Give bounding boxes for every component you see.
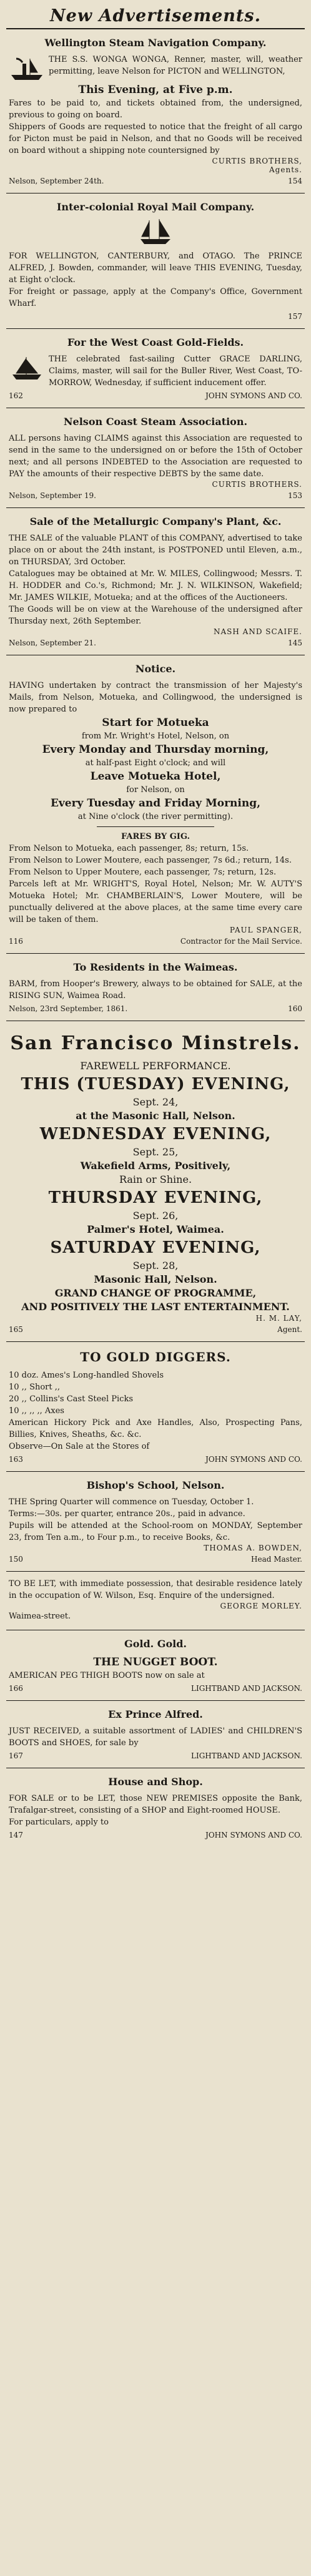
fare-row: From Nelson to Motueka, each passenger, 8s; return, 15s.	[9, 844, 249, 853]
ad-footer	[9, 1455, 302, 1464]
ad-text: THE SALE of the valuable PLANT of this COMPANY, advertised to take place on or about the 24th instant, is POSTPONED until Eleven, a.m., on THURSDAY, 3rd October.	[9, 534, 302, 567]
ad-text: THE Spring Quarter will commence on Tuesday, October 1.	[9, 1497, 254, 1507]
evening-title: WEDNESDAY EVENING,	[39, 1125, 272, 1144]
ad-signature: PAUL SPANGER,	[229, 926, 302, 934]
ad-date: Nelson, 23rd September, 1861.	[9, 1004, 128, 1013]
ad-title: Bishop's School, Nelson.	[86, 1479, 225, 1491]
ad-text: FOR WELLINGTON, CANTERBURY, and OTAGO. The PRINCE ALFRED, J. Bowden, commander, will leave THIS EVENING, Tuesday, at Eight o'clock.	[9, 252, 302, 285]
ad-text: 10 ,, ,, ,, Axes	[9, 1406, 64, 1416]
ad-title: Wellington Steam Navigation Company.	[44, 37, 267, 49]
ad-ex-prince-alfred	[6, 1701, 305, 1768]
evening-date: Sept. 25,	[132, 1146, 179, 1158]
ad-signature: CURTIS BROTHERS.	[212, 480, 302, 489]
ad-title: Sale of the Metallurgic Company's Plant, &c.	[29, 516, 282, 527]
ad-text: at half-past Eight o'clock; and will	[85, 758, 226, 768]
ad-text: HAVING undertaken by contract the transmission of her Majesty's Mails, from Nelson, Motueka, and Collingwood, the undersigned is now prepared to	[9, 681, 302, 714]
evening-venue: at the Masonic Hall, Nelson.	[76, 1110, 235, 1122]
ad-text: American Hickory Pick and Axe Handles, Also, Prospecting Pans, Billies, Knives, Sheaths, &c. &c.	[9, 1418, 302, 1439]
ad-text: JUST RECEIVED, a suitable assortment of LADIES' and CHILDREN'S BOOTS and SHOES, for sale by	[9, 1726, 302, 1748]
ad-number: 162	[9, 391, 23, 400]
ad-number: 147	[9, 1831, 23, 1839]
ad-footer	[9, 391, 302, 400]
evening-venue: Masonic Hall, Nelson.	[94, 1273, 217, 1285]
ad-date: Nelson, September 24th.	[9, 177, 104, 185]
ad-house-and-shop	[6, 1768, 305, 1847]
ad-place: Waimea-street.	[9, 1612, 71, 1621]
ad-title: House and Shop.	[108, 1776, 203, 1788]
ad-agent: JOHN SYMONS AND CO.	[205, 1831, 302, 1839]
ad-text: Terms:—30s. per quarter, entrance 20s., paid in advance.	[9, 1509, 245, 1519]
ad-text: For freight or passage, apply at the Company's Office, Government Wharf.	[9, 287, 302, 308]
ad-agent: LIGHTBAND AND JACKSON.	[190, 1751, 302, 1760]
ad-footer	[9, 1555, 302, 1564]
evening-date: Sept. 28,	[132, 1260, 179, 1271]
ad-title: Inter-colonial Royal Mail Company.	[56, 201, 255, 213]
ad-role: Contractor for the Mail Service.	[180, 937, 302, 946]
ad-text: FOR SALE or to be LET, those NEW PREMISES opposite the Bank, Trafalgar-street, consisting of a SHOP and Eight-roomed HOUSE.	[9, 1794, 302, 1815]
ad-to-let	[6, 1572, 305, 1630]
evening-note: Rain or Shine.	[119, 1173, 192, 1185]
ad-subtitle: FAREWELL PERFORMANCE.	[80, 1060, 231, 1072]
ad-text: BARM, from Hooper's Brewery, always to be obtained for SALE, at the RISING SUN, Waimea Road.	[9, 979, 302, 1001]
programme-note: GRAND CHANGE OF PROGRAMME,	[54, 1287, 257, 1299]
ad-title: To Residents in the Waimeas.	[73, 961, 238, 973]
ad-agent: LIGHTBAND AND JACKSON.	[190, 1684, 302, 1693]
ad-text-emph: Every Tuesday and Friday Morning,	[50, 797, 261, 810]
ad-title: TO GOLD DIGGERS.	[80, 1349, 231, 1364]
evening-venue: Palmer's Hotel, Waimea.	[87, 1223, 224, 1235]
ad-metallurgic-sale	[6, 508, 305, 655]
ad-footer	[9, 491, 302, 500]
ad-text: Pupils will be attended at the School-room on MONDAY, September 23, from Ten a.m., to Four p.m., to receive Books, &c.	[9, 1521, 302, 1542]
ad-text: 10 doz. Ames's Long-handled Shovels	[9, 1371, 164, 1380]
ad-signature-role: Agents.	[269, 165, 302, 174]
ad-nugget-boot	[6, 1630, 305, 1701]
evening-venue: Wakefield Arms, Positively,	[80, 1160, 231, 1172]
ad-wellington-steam	[6, 29, 305, 193]
ad-agent: JOHN SYMONS AND CO.	[205, 1455, 302, 1464]
ad-gold-diggers	[6, 1342, 305, 1472]
ad-text: at Nine o'clock (the river permitting).	[77, 812, 234, 821]
ad-signature: H. M. LAY,	[255, 1314, 302, 1323]
ad-text: 10 ,, Short ,,	[9, 1383, 61, 1392]
ad-text: Shippers of Goods are requested to notice that the freight of all cargo for Picton must be paid in Nelson, and that no Goods will be received on board without a shipping note countersigned by	[9, 122, 302, 155]
ad-west-coast	[6, 329, 305, 408]
ad-footer	[9, 1684, 302, 1693]
ad-text: AMERICAN PEG THIGH BOOTS now on sale at	[9, 1671, 205, 1680]
evening-title: THIS (TUESDAY) EVENING,	[21, 1075, 290, 1094]
ad-signature: CURTIS BROTHERS,	[212, 157, 302, 165]
ad-footer	[9, 1004, 302, 1013]
ad-number: 167	[9, 1751, 23, 1760]
ad-signature: GEORGE MORLEY.	[220, 1602, 302, 1610]
ad-text: from Mr. Wright's Hotel, Nelson, on	[81, 732, 230, 741]
ad-footer	[9, 1831, 302, 1839]
ad-text: THE celebrated fast-sailing Cutter GRACE DARLING, Claims, master, will sail for the Buller River, West Coast, TO-MORROW, Wednesday, if sufficient inducement offer.	[49, 355, 302, 388]
masthead: New Advertisements.	[6, 0, 305, 29]
ad-footer	[9, 1751, 302, 1760]
ad-title: San Francisco Minstrels.	[10, 1032, 301, 1054]
ad-text: Catalogues may be obtained at Mr. W. MILES, Collingwood; Messrs. T. H. HODDER and Co.'s, Richmond; Mr. J. N. WILKINSON, Wakefield; Mr. JAMES WILKIE, Motueka; and at the offices of the Auctioneers.	[9, 569, 302, 602]
ad-text: Fares to be paid to, and tickets obtained from, the undersigned, previous to going on board.	[9, 99, 302, 120]
ad-date: Nelson, September 19.	[9, 491, 96, 500]
ad-number: 165	[9, 1325, 23, 1334]
fare-row: From Nelson to Upper Moutere, each passenger, 7s; return, 12s.	[9, 868, 277, 877]
ad-text: for Nelson, on	[126, 785, 185, 795]
ad-footer	[9, 312, 302, 321]
programme-note: AND POSITIVELY THE LAST ENTERTAINMENT.	[21, 1301, 290, 1313]
ad-date: Nelson, September 21.	[9, 639, 96, 647]
ad-title: For the West Coast Gold-Fields.	[67, 336, 244, 348]
sailing-ship-icon	[137, 218, 174, 247]
ad-agent: JOHN SYMONS AND CO.	[205, 391, 302, 400]
ad-text: For particulars, apply to	[9, 1818, 109, 1827]
ad-role: Head Master.	[251, 1555, 302, 1564]
ad-footer	[9, 639, 302, 647]
ad-text-emph: Every Monday and Thursday morning,	[42, 743, 269, 756]
ad-title: Gold. Gold.	[124, 1638, 187, 1650]
ad-title: Notice.	[135, 663, 176, 675]
ad-minstrels	[6, 1021, 305, 1342]
ad-text-emph: This Evening, at Five p.m.	[78, 84, 233, 96]
ad-title: Ex Prince Alfred.	[108, 1708, 203, 1720]
ad-royal-mail	[6, 193, 305, 329]
ad-footer	[9, 1325, 302, 1334]
ad-text: 20 ,, Collins's Cast Steel Picks	[9, 1394, 134, 1404]
ad-coast-steam-association	[6, 408, 305, 508]
cutter-icon	[9, 355, 45, 382]
ad-number: 160	[288, 1004, 302, 1013]
fares-title: FARES BY GIG.	[121, 832, 190, 841]
ad-text-emph: Leave Motueka Hotel,	[90, 770, 221, 783]
evening-date: Sept. 26,	[132, 1210, 179, 1222]
ad-number: 157	[288, 312, 302, 321]
steamship-icon	[9, 55, 45, 82]
ad-number: 150	[9, 1555, 23, 1564]
ad-text: THE S.S. WONGA WONGA, Renner, master, will, weather permitting, leave Nelson for PICTON and WELLINGTON,	[49, 55, 302, 76]
ad-waimeas	[6, 954, 305, 1021]
ad-text: Parcels left at Mr. WRIGHT'S, Royal Hotel, Nelson; Mr. W. AUTY'S Motueka Hotel; Mr. CHAMBERLAIN'S, Lower Moutere, will be punctually delivered at the above places, at the same time every care will be taken of them.	[9, 879, 302, 924]
ad-footer	[9, 177, 302, 185]
ad-text-emph: THE NUGGET BOOT.	[93, 1656, 218, 1668]
ad-number: 153	[288, 491, 302, 500]
ad-title: Nelson Coast Steam Association.	[63, 416, 248, 428]
ad-text: Observe—On Sale at the Stores of	[9, 1442, 150, 1451]
evening-date: Sept. 24,	[132, 1096, 179, 1108]
ad-text: ALL persons having CLAIMS against this Association are requested to send in the same to the undersigned on or before the 15th of October next; and all persons INDEBTED to the Association are requested to PAY the amounts of their respective DEBTS by the same date.	[9, 434, 302, 479]
ad-signature: NASH AND SCAIFE.	[214, 627, 302, 636]
ad-number: 166	[9, 1684, 23, 1693]
evening-title: SATURDAY EVENING,	[50, 1238, 261, 1257]
ad-text: The Goods will be on view at the Warehouse of the undersigned after Thursday next, 26th September.	[9, 605, 302, 626]
ad-text-emph: Start for Motueka	[102, 717, 209, 729]
ad-number: 116	[9, 937, 23, 946]
ad-signature: THOMAS A. BOWDEN,	[204, 1544, 302, 1552]
ad-text: TO BE LET, with immediate possession, that desirable residence lately in the occupation of W. Wilson, Esq. Enquire of the undersigned.	[9, 1579, 302, 1600]
fare-row: From Nelson to Lower Moutere, each passenger, 7s 6d.; return, 14s.	[9, 856, 292, 865]
ad-number: 163	[9, 1455, 23, 1464]
ad-footer	[9, 937, 302, 946]
ad-number: 145	[288, 639, 302, 647]
ad-mail-notice	[6, 655, 305, 954]
divider	[97, 826, 214, 827]
ad-role: Agent.	[277, 1325, 302, 1334]
ad-number: 154	[288, 177, 302, 185]
evening-title: THURSDAY EVENING,	[48, 1188, 263, 1207]
ad-bishops-school	[6, 1472, 305, 1572]
